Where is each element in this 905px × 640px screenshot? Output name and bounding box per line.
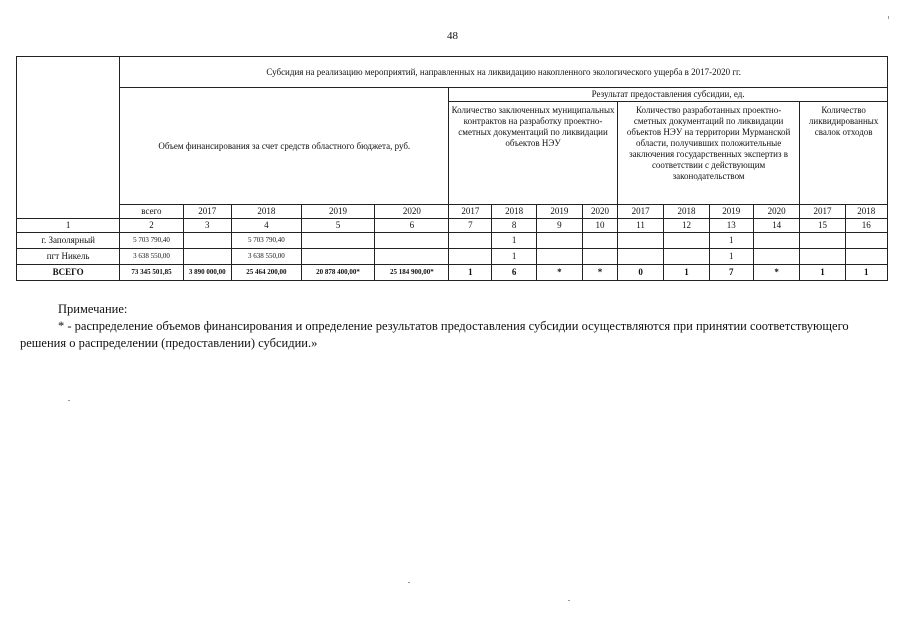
table-cell: 1 [709,233,753,249]
scan-speck [888,16,889,19]
column-number: 1 [17,219,120,233]
column-number: 2 [120,219,183,233]
column-number: 9 [536,219,582,233]
group2-header: Количество разработанных проектно-сметных документаций по ликвидации объектов НЭУ на территории Мурманской области, получивших положительные заключения государственных экспертиз в соответствии с действующим законодательством [617,102,799,205]
row-label-header [17,57,120,88]
table-cell [583,249,618,265]
scan-speck [568,600,570,601]
table-cell: 3 890 000,00 [183,265,231,281]
table-cell [800,233,845,249]
table-cell: 25 464 200,00 [232,265,302,281]
table-cell [301,233,375,249]
column-number: 6 [375,219,449,233]
table-cell: 1 [800,265,845,281]
table-cell: 0 [617,265,663,281]
column-number: 8 [492,219,536,233]
table-cell: 1 [449,265,492,281]
table-cell: 1 [845,265,887,281]
page-number: 48 [447,30,458,42]
note-text: * - распределение объемов финансирования и определение результатов предоставления субсидии осуществляются при принятии соответствующего решения о распределении (предоставлении) субсидии.» [20,319,849,350]
year-header: 2017 [183,205,231,219]
column-number: 13 [709,219,753,233]
table-cell [753,233,799,249]
column-number: 12 [664,219,709,233]
table-cell [664,249,709,265]
year-header: 2018 [845,205,887,219]
funding-header: Объем финансирования за счет средств областного бюджета, руб. [120,88,449,205]
column-number: 5 [301,219,375,233]
table-cell: 7 [709,265,753,281]
subsidy-table [16,56,888,281]
table-cell: * [536,265,582,281]
row-name: пгт Никель [17,249,120,265]
results-header: Результат предоставления субсидии, ед. [449,88,888,102]
table-cell: 20 878 400,00* [301,265,375,281]
column-number: 10 [583,219,618,233]
table-cell [583,233,618,249]
row-name: г. Заполярный [17,233,120,249]
year-header: 2019 [301,205,375,219]
table-row [17,249,888,265]
table-cell [845,233,887,249]
table-cell [536,249,582,265]
year-header: 2018 [664,205,709,219]
column-number: 4 [232,219,302,233]
row-name: ВСЕГО [17,265,120,281]
year-header: 2020 [583,205,618,219]
column-number: 14 [753,219,799,233]
column-number: 15 [800,219,845,233]
table-cell: 3 638 550,00 [232,249,302,265]
footnote [20,301,890,352]
column-number: 16 [845,219,887,233]
table-cell: 5 703 790,40 [232,233,302,249]
year-header: 2017 [449,205,492,219]
table-cell [664,233,709,249]
table-cell [375,249,449,265]
table-cell [183,249,231,265]
table-cell [449,249,492,265]
column-number: 11 [617,219,663,233]
table-cell: 1 [709,249,753,265]
table-cell: 25 184 900,00* [375,265,449,281]
group1-header: Количество заключенных муниципальных контрактов на разработку проектно-сметных документаций по ликвидации объектов НЭУ [449,102,618,205]
table-cell: 1 [492,249,536,265]
table-cell [617,233,663,249]
table-cell: 6 [492,265,536,281]
table-cell [375,233,449,249]
table-cell [800,249,845,265]
group3-header: Количество ликвидированных свалок отходов [800,102,888,205]
year-header: 2020 [753,205,799,219]
table-cell [183,233,231,249]
year-header: 2020 [375,205,449,219]
table-cell [536,233,582,249]
scan-speck [68,400,70,401]
table-cell: * [753,265,799,281]
year-header: 2017 [800,205,845,219]
total-row [17,265,888,281]
table-cell: 73 345 501,85 [120,265,183,281]
table-cell: 3 638 550,00 [120,249,183,265]
year-header: 2018 [492,205,536,219]
year-header: всего [120,205,183,219]
table-cell: * [583,265,618,281]
note-title: Примечание: [58,302,128,316]
column-number: 7 [449,219,492,233]
year-header: 2019 [536,205,582,219]
table-cell [617,249,663,265]
table-cell: 5 703 790,40 [120,233,183,249]
main-header: Субсидия на реализацию мероприятий, направленных на ликвидацию накопленного экологического ущерба в 2017-2020 гг. [120,57,888,88]
scan-speck [408,582,410,583]
year-header: 2017 [617,205,663,219]
table-cell: 1 [664,265,709,281]
table-cell [845,249,887,265]
column-number: 3 [183,219,231,233]
table-row [17,233,888,249]
table-cell [449,233,492,249]
table-cell: 1 [492,233,536,249]
table-cell [753,249,799,265]
table-cell [301,249,375,265]
year-header: 2019 [709,205,753,219]
year-header: 2018 [232,205,302,219]
